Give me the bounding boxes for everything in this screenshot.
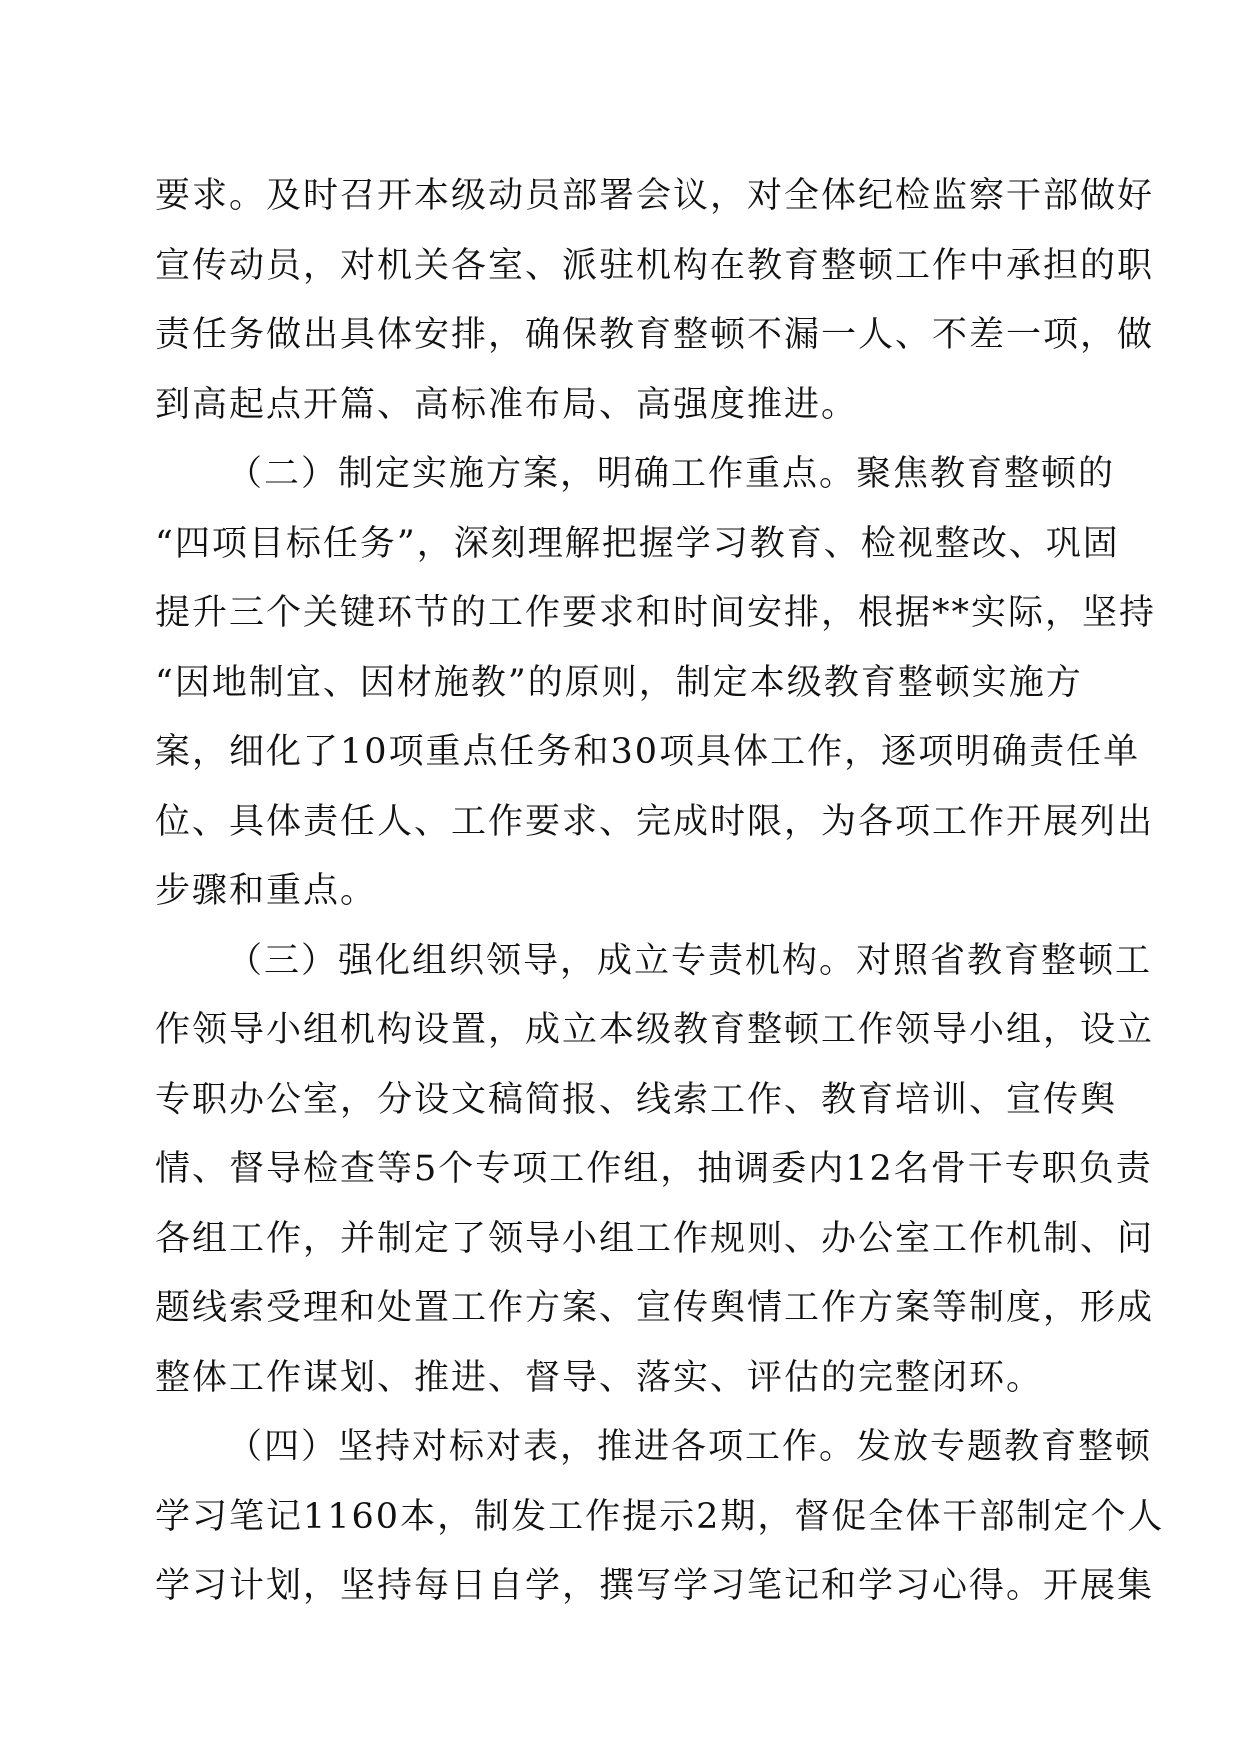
paragraph-mobilization xyxy=(155,162,1155,440)
paragraph-line: “因地制宜、因材施教”的原则，制定本级教育整顿实施方 xyxy=(155,662,1083,703)
paragraph-benchmarking xyxy=(155,1413,1165,1622)
document-body xyxy=(155,162,1165,1622)
paragraph-line-first: （三）强化组织领导，成立专责机构。对照省教育整顿工 xyxy=(227,940,1153,981)
paragraph-line: 作领导小组机构设置，成立本级教育整顿工作领导小组，设立 xyxy=(155,1010,1155,1050)
paragraph-line: 宣传动员，对机关各室、派驻机构在教育整顿工作中承担的职 xyxy=(155,245,1155,286)
paragraph-line: 学习计划，坚持每日自学，撰写学习笔记和学习心得。开展集 xyxy=(155,1566,1155,1606)
paragraph-line: 步骤和重点。 xyxy=(155,871,378,911)
paragraph-line: 位、具体责任人、工作要求、完成时限，为各项工作开展列出 xyxy=(155,801,1155,842)
paragraph-line: “四项目标任务”，深刻理解把握学习教育、检视整改、巩固 xyxy=(155,523,1120,564)
paragraph-line: 责任务做出具体安排，确保教育整顿不漏一人、不差一项，做 xyxy=(155,315,1155,355)
paragraph-line-first: （二）制定实施方案，明确工作重点。聚焦教育整顿的 xyxy=(227,454,1116,494)
paragraph-line-first: （四）坚持对标对表，推进各项工作。发放专题教育整顿 xyxy=(227,1427,1153,1467)
paragraph-line: 各组工作，并制定了领导小组工作规则、办公室工作机制、问 xyxy=(155,1218,1155,1259)
paragraph-line: 案，细化了10项重点任务和30项具体工作，逐项明确责任单 xyxy=(155,732,1141,772)
paragraph-line: 整体工作谋划、推进、督导、落实、评估的完整闭环。 xyxy=(155,1357,1044,1398)
paragraph-line: 要求。及时召开本级动员部署会议，对全体纪检监察干部做好 xyxy=(155,176,1155,216)
paragraph-organization-leadership xyxy=(155,927,1155,1414)
paragraph-line: 题线索受理和处置工作方案、宣传舆情工作方案等制度，形成 xyxy=(155,1288,1155,1328)
paragraph-line: 专职办公室，分设文稿简报、线索工作、教育培训、宣传舆 xyxy=(155,1079,1118,1120)
paragraph-line: 提升三个关键环节的工作要求和时间安排，根据**实际，坚持 xyxy=(155,593,1157,633)
paragraph-line: 情、督导检查等5个专项工作组，抽调委内12名骨干专职负责 xyxy=(155,1149,1153,1189)
paragraph-implementation-plan xyxy=(155,440,1157,927)
paragraph-line: 学习笔记1160本，制发工作提示2期，督促全体干部制定个人 xyxy=(155,1496,1165,1537)
paragraph-line: 到高起点开篇、高标准布局、高强度推进。 xyxy=(155,384,859,425)
